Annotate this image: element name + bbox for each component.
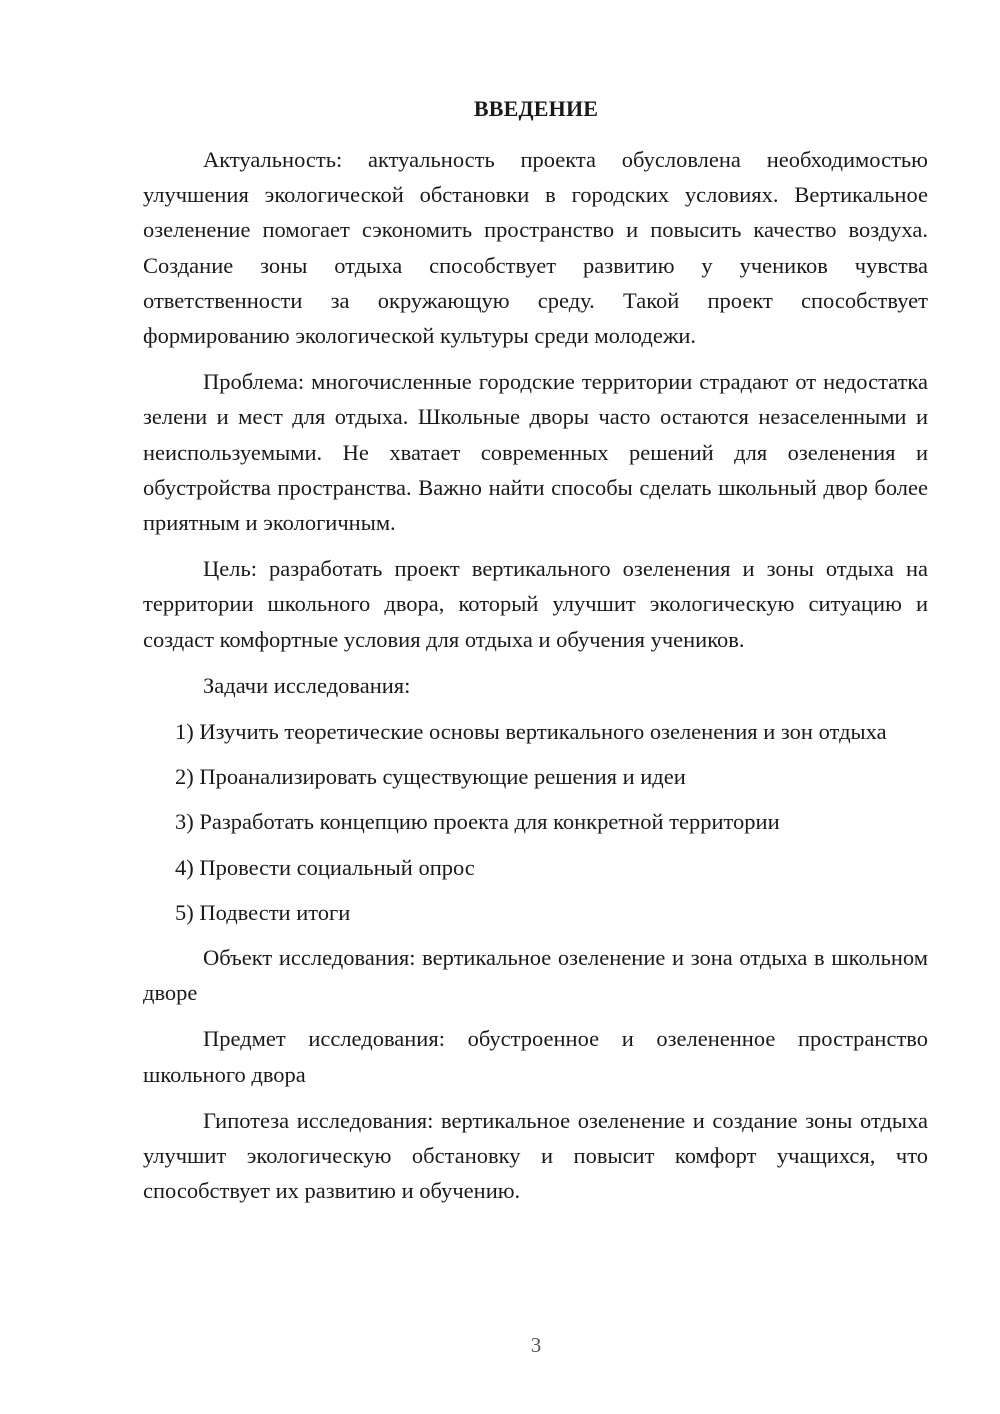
paragraph-relevance: Актуальность: актуальность проекта обусловлена необходимостью улучшения экологической обстановки в городских условиях. Вертикальное озеленение помогает сэкономить пространство и повысить качество воздуха. Создание зоны отдыха способствует развитию у учеников чувства ответственности за окружающую среду. Такой проект способствует формированию экологической культуры среди молодежи. xyxy=(143,147,928,349)
paragraph-object: Объект исследования: вертикальное озеленение и зона отдыха в школьном дворе xyxy=(143,945,928,1006)
list-item: 4) Провести социальный опрос xyxy=(175,854,475,880)
paragraph-problem: Проблема: многочисленные городские территории страдают от недостатка зелени и мест для отдыха. Школьные дворы часто остаются незаселенными и неиспользуемыми. Не хватает современных решений для озеленения и обустройства пространства. Важно найти способы сделать школьный двор более приятным и экологичным. xyxy=(143,369,928,536)
paragraph-hypothesis: Гипотеза исследования: вертикальное озеленение и создание зоны отдыха улучшит экологическую обстановку и повысит комфорт учащихся, что способствует их развитию и обучению. xyxy=(143,1107,928,1204)
paragraph-goal: Цель: разработать проект вертикального озеленения и зоны отдыха на территории школьного двора, который улучшит экологическую ситуацию и создаст комфортные условия для отдыха и обучения учеников. xyxy=(143,556,928,652)
tasks-list xyxy=(143,714,928,930)
paragraph-subject: Предмет исследования: обустроенное и озелененное пространство школьного двора xyxy=(143,1026,928,1087)
document-body xyxy=(143,142,928,1219)
page-title: ВВЕДЕНИЕ xyxy=(473,96,599,121)
list-item: 1) Изучить теоретические основы вертикального озеленения и зон отдыха xyxy=(175,719,887,745)
tasks-heading: Задачи исследования: xyxy=(203,672,411,698)
page-number: 3 xyxy=(530,1333,542,1357)
list-item: 2) Проанализировать существующие решения и идеи xyxy=(175,764,686,790)
list-item: 5) Подвести итоги xyxy=(175,899,351,925)
list-item: 3) Разработать концепцию проекта для конкретной территории xyxy=(175,809,780,835)
